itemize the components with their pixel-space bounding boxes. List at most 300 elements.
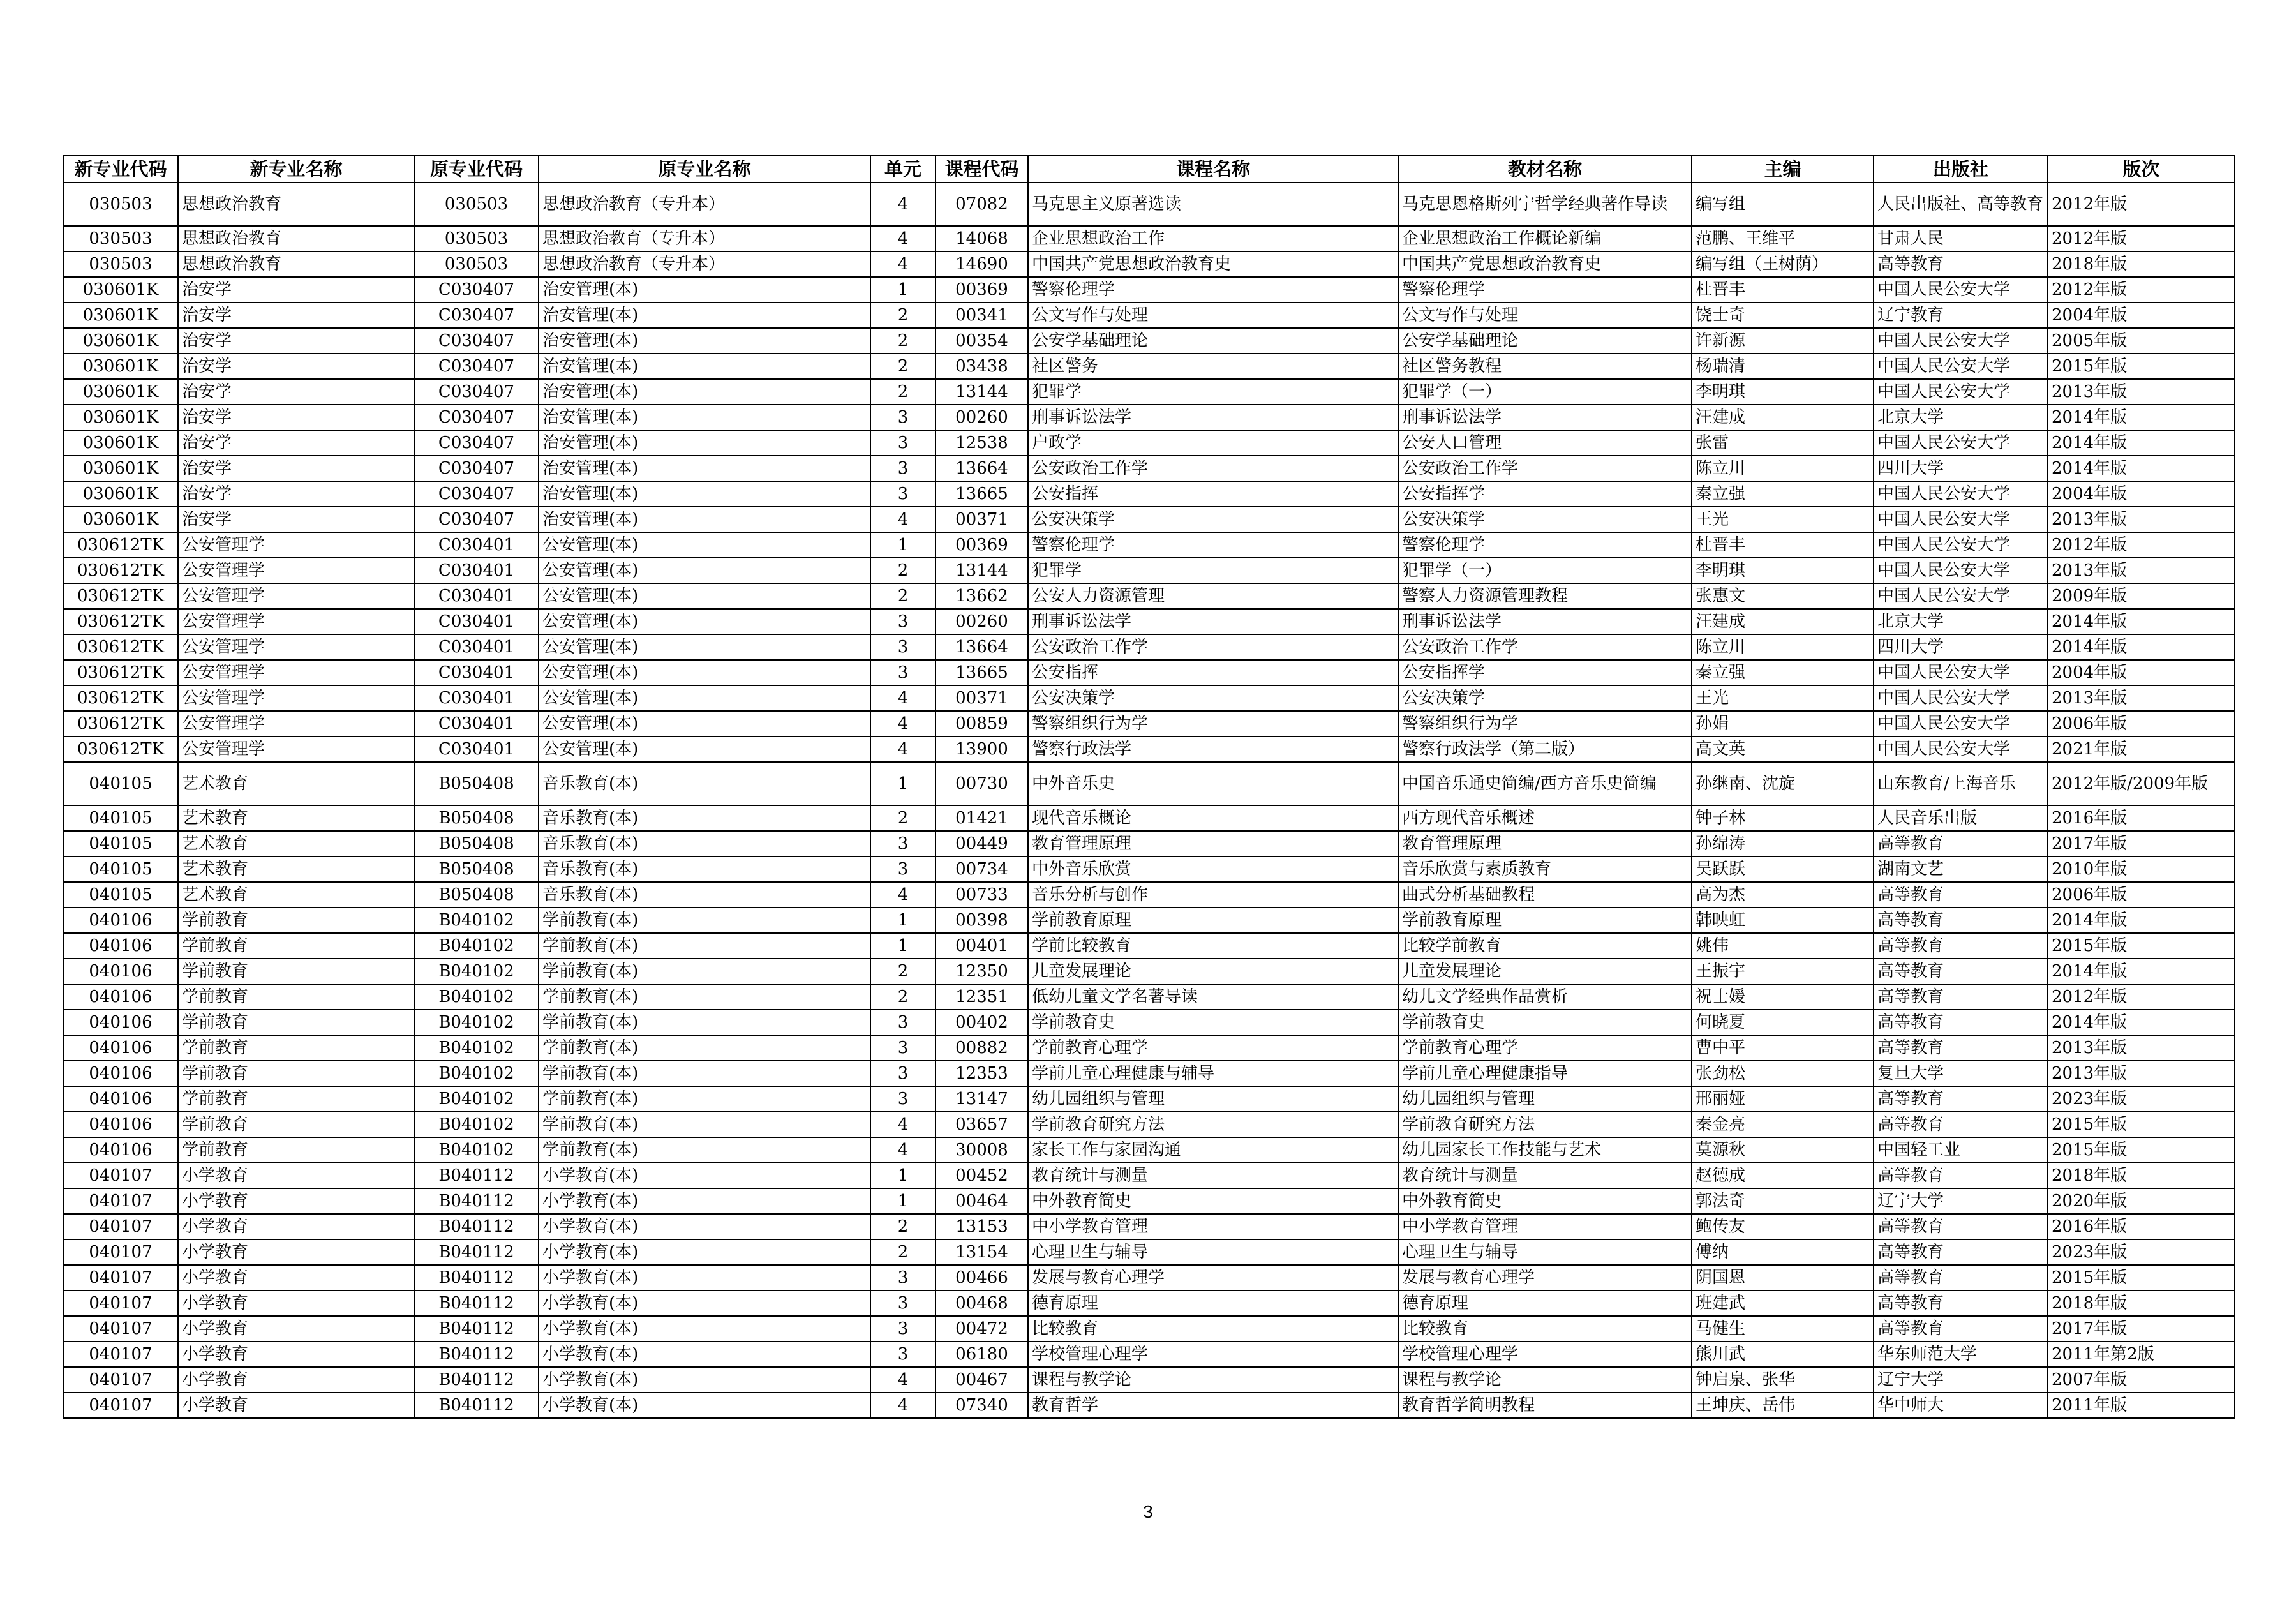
cell-new-major-code: 040106 (63, 1061, 178, 1086)
cell-edition: 2007年版 (2048, 1367, 2235, 1393)
cell-textbook-name: 马克思恩格斯列宁哲学经典著作导读 (1398, 183, 1692, 226)
col-new-major-name: 新专业名称 (178, 156, 414, 183)
cell-old-major-name: 思想政治教育（专升本） (539, 183, 870, 226)
cell-new-major-code: 030612TK (63, 685, 178, 711)
cell-course-code: 12538 (936, 430, 1028, 456)
cell-textbook-name: 公安指挥学 (1398, 481, 1692, 507)
cell-old-major-code: B040102 (414, 933, 539, 959)
cell-textbook-name: 学前教育心理学 (1398, 1035, 1692, 1061)
cell-editor: 王振宇 (1692, 959, 1874, 984)
cell-textbook-name: 学校管理心理学 (1398, 1342, 1692, 1367)
cell-unit: 3 (870, 609, 936, 634)
cell-new-major-code: 030601K (63, 430, 178, 456)
cell-old-major-code: B050408 (414, 856, 539, 882)
cell-new-major-name: 艺术教育 (178, 831, 414, 856)
table-row (63, 379, 2235, 405)
cell-old-major-code: C030407 (414, 481, 539, 507)
cell-old-major-name: 思想政治教育（专升本） (539, 251, 870, 277)
cell-publisher: 四川大学 (1874, 456, 2048, 481)
cell-old-major-code: B050408 (414, 805, 539, 831)
cell-old-major-name: 小学教育(本) (539, 1367, 870, 1393)
cell-unit: 3 (870, 481, 936, 507)
cell-new-major-code: 040105 (63, 805, 178, 831)
cell-course-code: 00371 (936, 685, 1028, 711)
cell-textbook-name: 比较教育 (1398, 1316, 1692, 1342)
cell-new-major-name: 公安管理学 (178, 634, 414, 660)
cell-new-major-name: 小学教育 (178, 1342, 414, 1367)
cell-edition: 2014年版 (2048, 634, 2235, 660)
cell-edition: 2012年版 (2048, 532, 2235, 558)
cell-unit: 4 (870, 711, 936, 737)
cell-unit: 1 (870, 908, 936, 933)
cell-edition: 2016年版 (2048, 1214, 2235, 1239)
cell-editor: 许新源 (1692, 328, 1874, 354)
cell-publisher: 中国人民公安大学 (1874, 379, 2048, 405)
cell-course-name: 公安决策学 (1028, 685, 1398, 711)
cell-course-code: 00369 (936, 532, 1028, 558)
cell-unit: 1 (870, 277, 936, 303)
cell-editor: 马健生 (1692, 1316, 1874, 1342)
cell-publisher: 北京大学 (1874, 405, 2048, 430)
cell-old-major-code: B040102 (414, 1061, 539, 1086)
cell-old-major-name: 治安管理(本) (539, 430, 870, 456)
cell-old-major-name: 治安管理(本) (539, 481, 870, 507)
table-row (63, 277, 2235, 303)
cell-textbook-name: 犯罪学（一） (1398, 379, 1692, 405)
cell-course-name: 公文写作与处理 (1028, 303, 1398, 328)
cell-publisher: 高等教育 (1874, 251, 2048, 277)
table-row (63, 303, 2235, 328)
cell-old-major-code: C030401 (414, 532, 539, 558)
table-row (63, 762, 2235, 805)
cell-course-code: 00472 (936, 1316, 1028, 1342)
cell-course-code: 13144 (936, 558, 1028, 583)
table-row (63, 1239, 2235, 1265)
cell-new-major-name: 艺术教育 (178, 762, 414, 805)
cell-edition: 2017年版 (2048, 831, 2235, 856)
cell-edition: 2014年版 (2048, 959, 2235, 984)
cell-editor: 秦立强 (1692, 660, 1874, 685)
cell-publisher: 高等教育 (1874, 1290, 2048, 1316)
table-row (63, 481, 2235, 507)
cell-old-major-code: C030407 (414, 456, 539, 481)
cell-course-code: 00466 (936, 1265, 1028, 1290)
cell-old-major-code: B040102 (414, 984, 539, 1010)
cell-editor: 编写组（王树荫） (1692, 251, 1874, 277)
cell-textbook-name: 西方现代音乐概述 (1398, 805, 1692, 831)
cell-course-code: 00354 (936, 328, 1028, 354)
cell-course-name: 教育管理原理 (1028, 831, 1398, 856)
cell-editor: 班建武 (1692, 1290, 1874, 1316)
cell-edition: 2004年版 (2048, 660, 2235, 685)
cell-edition: 2023年版 (2048, 1086, 2235, 1112)
table-row (63, 251, 2235, 277)
cell-textbook-name: 学前教育研究方法 (1398, 1112, 1692, 1137)
cell-editor: 高文英 (1692, 737, 1874, 762)
cell-textbook-name: 犯罪学（一） (1398, 558, 1692, 583)
cell-course-name: 警察组织行为学 (1028, 711, 1398, 737)
cell-course-name: 警察行政法学 (1028, 737, 1398, 762)
cell-textbook-name: 社区警务教程 (1398, 354, 1692, 379)
cell-edition: 2023年版 (2048, 1239, 2235, 1265)
table-row (63, 405, 2235, 430)
cell-course-code: 13147 (936, 1086, 1028, 1112)
cell-unit: 2 (870, 805, 936, 831)
cell-old-major-name: 公安管理(本) (539, 558, 870, 583)
cell-old-major-code: C030407 (414, 507, 539, 532)
cell-editor: 孙绵涛 (1692, 831, 1874, 856)
table-body (63, 183, 2235, 1418)
cell-edition: 2009年版 (2048, 583, 2235, 609)
cell-publisher: 中国轻工业 (1874, 1137, 2048, 1163)
cell-new-major-name: 治安学 (178, 507, 414, 532)
cell-old-major-code: C030401 (414, 609, 539, 634)
cell-new-major-name: 公安管理学 (178, 685, 414, 711)
cell-new-major-code: 030503 (63, 251, 178, 277)
cell-textbook-name: 警察伦理学 (1398, 277, 1692, 303)
cell-textbook-name: 学前儿童心理健康指导 (1398, 1061, 1692, 1086)
cell-course-code: 00859 (936, 711, 1028, 737)
cell-textbook-name: 幼儿园组织与管理 (1398, 1086, 1692, 1112)
cell-new-major-code: 040106 (63, 908, 178, 933)
cell-editor: 莫源秋 (1692, 1137, 1874, 1163)
table-row (63, 1290, 2235, 1316)
cell-new-major-name: 公安管理学 (178, 660, 414, 685)
cell-course-code: 12350 (936, 959, 1028, 984)
cell-new-major-name: 小学教育 (178, 1316, 414, 1342)
table-row (63, 456, 2235, 481)
cell-old-major-name: 治安管理(本) (539, 379, 870, 405)
cell-new-major-name: 学前教育 (178, 1061, 414, 1086)
cell-course-name: 公安决策学 (1028, 507, 1398, 532)
cell-unit: 2 (870, 354, 936, 379)
table-row (63, 933, 2235, 959)
cell-edition: 2014年版 (2048, 908, 2235, 933)
cell-edition: 2016年版 (2048, 805, 2235, 831)
cell-new-major-code: 040107 (63, 1316, 178, 1342)
cell-editor: 高为杰 (1692, 882, 1874, 908)
cell-edition: 2015年版 (2048, 1265, 2235, 1290)
cell-course-name: 学前教育心理学 (1028, 1035, 1398, 1061)
cell-new-major-code: 040106 (63, 1010, 178, 1035)
cell-edition: 2013年版 (2048, 1035, 2235, 1061)
cell-unit: 4 (870, 183, 936, 226)
cell-new-major-name: 治安学 (178, 379, 414, 405)
cell-publisher: 中国人民公安大学 (1874, 481, 2048, 507)
cell-publisher: 中国人民公安大学 (1874, 532, 2048, 558)
col-publisher: 出版社 (1874, 156, 2048, 183)
table-row (63, 183, 2235, 226)
cell-new-major-name: 公安管理学 (178, 558, 414, 583)
header-row (63, 156, 2235, 183)
cell-edition: 2013年版 (2048, 507, 2235, 532)
cell-textbook-name: 心理卫生与辅导 (1398, 1239, 1692, 1265)
table-row (63, 856, 2235, 882)
cell-unit: 2 (870, 1214, 936, 1239)
col-old-major-name: 原专业名称 (539, 156, 870, 183)
cell-course-code: 00733 (936, 882, 1028, 908)
cell-publisher: 中国人民公安大学 (1874, 430, 2048, 456)
cell-new-major-name: 公安管理学 (178, 737, 414, 762)
cell-course-name: 中国共产党思想政治教育史 (1028, 251, 1398, 277)
cell-publisher: 辽宁大学 (1874, 1188, 2048, 1214)
cell-textbook-name: 比较学前教育 (1398, 933, 1692, 959)
cell-new-major-code: 040105 (63, 882, 178, 908)
cell-editor: 韩映虹 (1692, 908, 1874, 933)
cell-course-name: 犯罪学 (1028, 379, 1398, 405)
cell-course-code: 00468 (936, 1290, 1028, 1316)
cell-new-major-code: 030612TK (63, 634, 178, 660)
cell-textbook-name: 课程与教学论 (1398, 1367, 1692, 1393)
cell-old-major-name: 公安管理(本) (539, 609, 870, 634)
cell-old-major-code: B040102 (414, 959, 539, 984)
cell-new-major-code: 030601K (63, 456, 178, 481)
cell-new-major-name: 治安学 (178, 277, 414, 303)
cell-old-major-code: B040112 (414, 1316, 539, 1342)
cell-old-major-name: 治安管理(本) (539, 456, 870, 481)
cell-new-major-name: 思想政治教育 (178, 226, 414, 251)
cell-textbook-name: 公安学基础理论 (1398, 328, 1692, 354)
cell-new-major-name: 思想政治教育 (178, 251, 414, 277)
cell-publisher: 高等教育 (1874, 959, 2048, 984)
cell-old-major-code: C030407 (414, 354, 539, 379)
cell-course-name: 刑事诉讼法学 (1028, 609, 1398, 634)
cell-new-major-code: 030612TK (63, 583, 178, 609)
table-row (63, 1188, 2235, 1214)
cell-textbook-name: 音乐欣赏与素质教育 (1398, 856, 1692, 882)
cell-old-major-code: C030401 (414, 737, 539, 762)
cell-new-major-code: 040106 (63, 959, 178, 984)
cell-course-name: 发展与教育心理学 (1028, 1265, 1398, 1290)
table-row (63, 634, 2235, 660)
cell-old-major-name: 公安管理(本) (539, 685, 870, 711)
cell-editor: 饶士奇 (1692, 303, 1874, 328)
cell-old-major-name: 学前教育(本) (539, 1137, 870, 1163)
cell-course-code: 12353 (936, 1061, 1028, 1086)
cell-edition: 2010年版 (2048, 856, 2235, 882)
cell-old-major-name: 学前教育(本) (539, 1035, 870, 1061)
cell-editor: 何晓夏 (1692, 1010, 1874, 1035)
cell-course-name: 犯罪学 (1028, 558, 1398, 583)
cell-edition: 2014年版 (2048, 430, 2235, 456)
table-row (63, 532, 2235, 558)
cell-old-major-name: 小学教育(本) (539, 1290, 870, 1316)
cell-new-major-name: 小学教育 (178, 1265, 414, 1290)
cell-course-code: 03657 (936, 1112, 1028, 1137)
cell-editor: 汪建成 (1692, 405, 1874, 430)
cell-course-name: 警察伦理学 (1028, 277, 1398, 303)
cell-edition: 2013年版 (2048, 379, 2235, 405)
cell-new-major-code: 040105 (63, 762, 178, 805)
cell-editor: 秦立强 (1692, 481, 1874, 507)
cell-old-major-code: B050408 (414, 882, 539, 908)
cell-unit: 2 (870, 303, 936, 328)
cell-publisher: 湖南文艺 (1874, 856, 2048, 882)
table-row (63, 1367, 2235, 1393)
cell-old-major-name: 学前教育(本) (539, 1010, 870, 1035)
cell-publisher: 高等教育 (1874, 1163, 2048, 1188)
cell-old-major-code: C030407 (414, 430, 539, 456)
cell-edition: 2014年版 (2048, 405, 2235, 430)
cell-course-code: 13153 (936, 1214, 1028, 1239)
cell-unit: 1 (870, 1188, 936, 1214)
col-course-name: 课程名称 (1028, 156, 1398, 183)
cell-new-major-code: 030503 (63, 226, 178, 251)
cell-publisher: 中国人民公安大学 (1874, 660, 2048, 685)
cell-course-code: 13665 (936, 481, 1028, 507)
cell-course-name: 学前教育原理 (1028, 908, 1398, 933)
cell-course-code: 00369 (936, 277, 1028, 303)
cell-new-major-name: 治安学 (178, 354, 414, 379)
cell-old-major-name: 小学教育(本) (539, 1163, 870, 1188)
cell-edition: 2018年版 (2048, 1290, 2235, 1316)
cell-publisher: 辽宁大学 (1874, 1367, 2048, 1393)
cell-edition: 2012年版 (2048, 984, 2235, 1010)
cell-new-major-code: 040106 (63, 984, 178, 1010)
cell-course-code: 01421 (936, 805, 1028, 831)
table-row (63, 1061, 2235, 1086)
cell-old-major-name: 小学教育(本) (539, 1342, 870, 1367)
cell-edition: 2013年版 (2048, 1061, 2235, 1086)
cell-publisher: 中国人民公安大学 (1874, 354, 2048, 379)
cell-old-major-code: C030401 (414, 634, 539, 660)
cell-editor: 秦金亮 (1692, 1112, 1874, 1137)
cell-editor: 孙继南、沈旋 (1692, 762, 1874, 805)
cell-new-major-code: 030601K (63, 379, 178, 405)
cell-textbook-name: 教育统计与测量 (1398, 1163, 1692, 1188)
cell-publisher: 高等教育 (1874, 933, 2048, 959)
cell-edition: 2004年版 (2048, 303, 2235, 328)
cell-course-code: 00734 (936, 856, 1028, 882)
cell-textbook-name: 公安政治工作学 (1398, 634, 1692, 660)
cell-editor: 陈立川 (1692, 456, 1874, 481)
cell-course-name: 学前教育研究方法 (1028, 1112, 1398, 1137)
cell-old-major-code: B040112 (414, 1265, 539, 1290)
cell-new-major-code: 040106 (63, 1112, 178, 1137)
cell-new-major-code: 040107 (63, 1290, 178, 1316)
cell-course-name: 公安指挥 (1028, 481, 1398, 507)
cell-course-name: 公安政治工作学 (1028, 634, 1398, 660)
cell-editor: 赵德成 (1692, 1163, 1874, 1188)
cell-edition: 2015年版 (2048, 933, 2235, 959)
cell-course-name: 教育哲学 (1028, 1393, 1398, 1418)
cell-new-major-name: 学前教育 (178, 984, 414, 1010)
table-row (63, 711, 2235, 737)
cell-publisher: 高等教育 (1874, 882, 2048, 908)
cell-old-major-code: B040112 (414, 1188, 539, 1214)
col-editor: 主编 (1692, 156, 1874, 183)
cell-unit: 3 (870, 1086, 936, 1112)
cell-course-code: 00882 (936, 1035, 1028, 1061)
cell-unit: 2 (870, 583, 936, 609)
cell-edition: 2011年版 (2048, 1393, 2235, 1418)
cell-old-major-name: 音乐教育(本) (539, 856, 870, 882)
cell-edition: 2012年版 (2048, 277, 2235, 303)
cell-new-major-code: 040107 (63, 1188, 178, 1214)
cell-old-major-code: C030407 (414, 303, 539, 328)
cell-course-code: 00398 (936, 908, 1028, 933)
cell-publisher: 山东教育/上海音乐 (1874, 762, 2048, 805)
cell-course-code: 12351 (936, 984, 1028, 1010)
cell-textbook-name: 公安决策学 (1398, 685, 1692, 711)
cell-old-major-name: 治安管理(本) (539, 277, 870, 303)
cell-old-major-name: 小学教育(本) (539, 1239, 870, 1265)
cell-editor: 祝士媛 (1692, 984, 1874, 1010)
cell-course-code: 00452 (936, 1163, 1028, 1188)
cell-course-name: 社区警务 (1028, 354, 1398, 379)
cell-course-code: 00371 (936, 507, 1028, 532)
cell-new-major-name: 学前教育 (178, 1112, 414, 1137)
cell-publisher: 中国人民公安大学 (1874, 558, 2048, 583)
cell-publisher: 高等教育 (1874, 1265, 2048, 1290)
cell-new-major-code: 040107 (63, 1163, 178, 1188)
table-row (63, 354, 2235, 379)
cell-textbook-name: 公文写作与处理 (1398, 303, 1692, 328)
cell-old-major-code: B040102 (414, 1112, 539, 1137)
cell-old-major-name: 小学教育(本) (539, 1188, 870, 1214)
table-row (63, 1265, 2235, 1290)
cell-unit: 4 (870, 1393, 936, 1418)
cell-edition: 2005年版 (2048, 328, 2235, 354)
cell-new-major-code: 030601K (63, 303, 178, 328)
cell-textbook-name: 学前教育原理 (1398, 908, 1692, 933)
cell-old-major-name: 公安管理(本) (539, 711, 870, 737)
cell-new-major-code: 040106 (63, 933, 178, 959)
cell-textbook-name: 刑事诉讼法学 (1398, 405, 1692, 430)
cell-textbook-name: 警察行政法学（第二版） (1398, 737, 1692, 762)
cell-new-major-code: 040107 (63, 1393, 178, 1418)
cell-editor: 杜晋丰 (1692, 277, 1874, 303)
cell-course-name: 公安政治工作学 (1028, 456, 1398, 481)
cell-course-name: 户政学 (1028, 430, 1398, 456)
cell-old-major-name: 小学教育(本) (539, 1214, 870, 1239)
cell-unit: 1 (870, 1163, 936, 1188)
cell-new-major-name: 学前教育 (178, 1137, 414, 1163)
cell-new-major-name: 学前教育 (178, 908, 414, 933)
cell-old-major-code: 030503 (414, 183, 539, 226)
table-row (63, 1163, 2235, 1188)
cell-new-major-name: 治安学 (178, 456, 414, 481)
cell-textbook-name: 曲式分析基础教程 (1398, 882, 1692, 908)
cell-edition: 2011年第2版 (2048, 1342, 2235, 1367)
table-row (63, 609, 2235, 634)
cell-unit: 2 (870, 984, 936, 1010)
cell-course-code: 00467 (936, 1367, 1028, 1393)
cell-old-major-code: B040112 (414, 1239, 539, 1265)
cell-publisher: 高等教育 (1874, 1239, 2048, 1265)
cell-course-code: 13665 (936, 660, 1028, 685)
cell-publisher: 甘肃人民 (1874, 226, 2048, 251)
cell-editor: 张雷 (1692, 430, 1874, 456)
table-row (63, 1342, 2235, 1367)
cell-new-major-code: 040107 (63, 1214, 178, 1239)
cell-course-name: 中小学教育管理 (1028, 1214, 1398, 1239)
cell-old-major-code: B050408 (414, 762, 539, 805)
cell-edition: 2012年版 (2048, 183, 2235, 226)
cell-course-name: 刑事诉讼法学 (1028, 405, 1398, 430)
cell-course-code: 00260 (936, 405, 1028, 430)
cell-old-major-name: 治安管理(本) (539, 328, 870, 354)
cell-course-name: 家长工作与家园沟通 (1028, 1137, 1398, 1163)
cell-unit: 2 (870, 959, 936, 984)
cell-course-code: 07340 (936, 1393, 1028, 1418)
cell-new-major-code: 030612TK (63, 609, 178, 634)
table-row (63, 882, 2235, 908)
cell-editor: 鲍传友 (1692, 1214, 1874, 1239)
cell-old-major-code: 030503 (414, 251, 539, 277)
cell-course-code: 13144 (936, 379, 1028, 405)
cell-unit: 3 (870, 1316, 936, 1342)
